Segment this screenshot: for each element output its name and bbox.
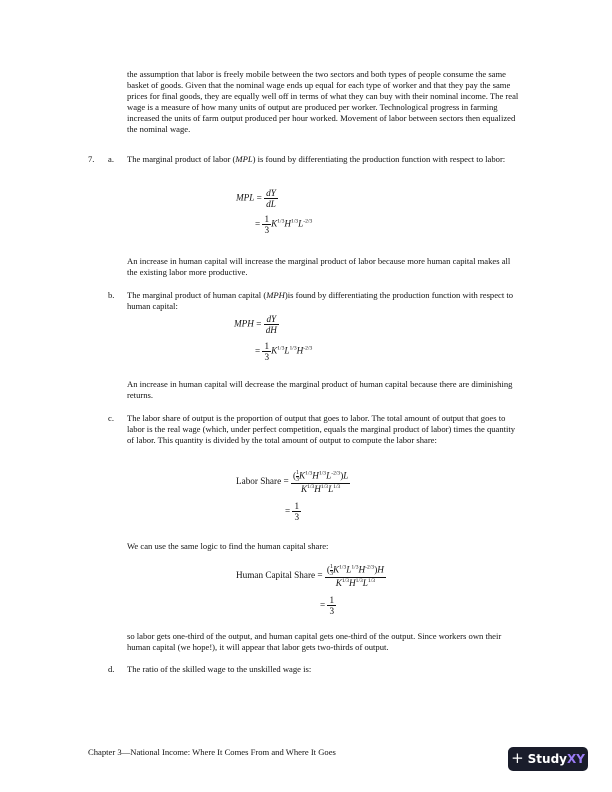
plus-icon: + bbox=[511, 749, 524, 767]
human-capital-share-result: = $\frac{1}{3}$ bbox=[320, 595, 335, 616]
labor-share-result: = $\frac{1}{3}$ bbox=[285, 501, 300, 522]
part-d-label: d. bbox=[108, 664, 115, 674]
mph-equation-line2: = $\frac{1}{3}$ $K^{1/3}L^{1/3}H^{-2/3}$ bbox=[255, 341, 313, 362]
studyxy-badge[interactable] bbox=[508, 747, 588, 771]
labor-share-equation: Labor Share = ( $\frac{1}{3}$ $K^{1/3}H^{1/3}L^{-2/3})L$ $K^{1/3}H^{1/3}L^{1/3}$ bbox=[236, 470, 349, 494]
part-c-middle-text: We can use the same logic to find the human capital share: bbox=[127, 541, 329, 551]
part-b-conclusion: An increase in human capital will decrease the marginal product of human capital because there are diminishing returns. bbox=[127, 379, 513, 401]
part-b-label: b. bbox=[108, 290, 115, 300]
part-c-label: c. bbox=[108, 413, 114, 423]
part-c-conclusion: so labor gets one-third of the output, and human capital gets one-third of the output. Since workers own their human capital (we hope!), it will appear that labor gets two-thirds of output. bbox=[127, 631, 502, 653]
mpl-equation-line2: = $\frac{1}{3}$ $K^{1/3}H^{1/3}L^{-2/3}$ bbox=[255, 214, 313, 235]
question-number: 7. bbox=[88, 154, 95, 164]
intro-paragraph: the assumption that labor is freely mobile between the two sectors and both types of people consume the same basket of goods. Given that the nominal wage ends up equal for each type of worker and that they pay the same prices for final goods, they are equally well off in terms of what they can buy with their nominal income. The real wage is a measure of how many units of output are produced per worker. Technological progress in farming increased the units of farm output produced per hour worked. Movement of labor between sectors then equalized the nominal wage. bbox=[127, 69, 519, 135]
chapter-footer: Chapter 3—National Income: Where It Comes From and Where It Goes bbox=[88, 747, 336, 757]
mpl-equation-line1: MPL = $\frac{dY}{dL}$ bbox=[236, 188, 276, 209]
part-a-label: a. bbox=[108, 154, 114, 164]
part-a-text: The marginal product of labor (MPL) is found by differentiating the production function with respect to labor: bbox=[127, 154, 506, 164]
human-capital-share-equation: Human Capital Share = ( $\frac{1}{3}$ $K^{1/3}L^{1/3}H^{-2/3})H$ $K^{1/3}H^{1/3}L^{1/3}$ bbox=[236, 564, 384, 588]
brand-logo: StudyXY bbox=[527, 752, 585, 766]
part-d-text: The ratio of the skilled wage to the unskilled wage is: bbox=[127, 664, 312, 674]
mph-equation-line1: MPH = $\frac{dY}{dH}$ bbox=[234, 314, 277, 335]
part-b-text: The marginal product of human capital (MPH)is found by differentiating the production function with respect to human capital: bbox=[127, 290, 514, 312]
part-c-text: The labor share of output is the proportion of output that goes to labor. The total amount of output that goes to labor is the real wage (which, under perfect competition, equals the marginal product of labor) times the quantity of labor. This quantity is divided by the total amount of output to compute the labor share: bbox=[127, 413, 516, 446]
part-a-conclusion: An increase in human capital will increase the marginal product of labor because more human capital makes all the existing labor more productive. bbox=[127, 256, 511, 278]
